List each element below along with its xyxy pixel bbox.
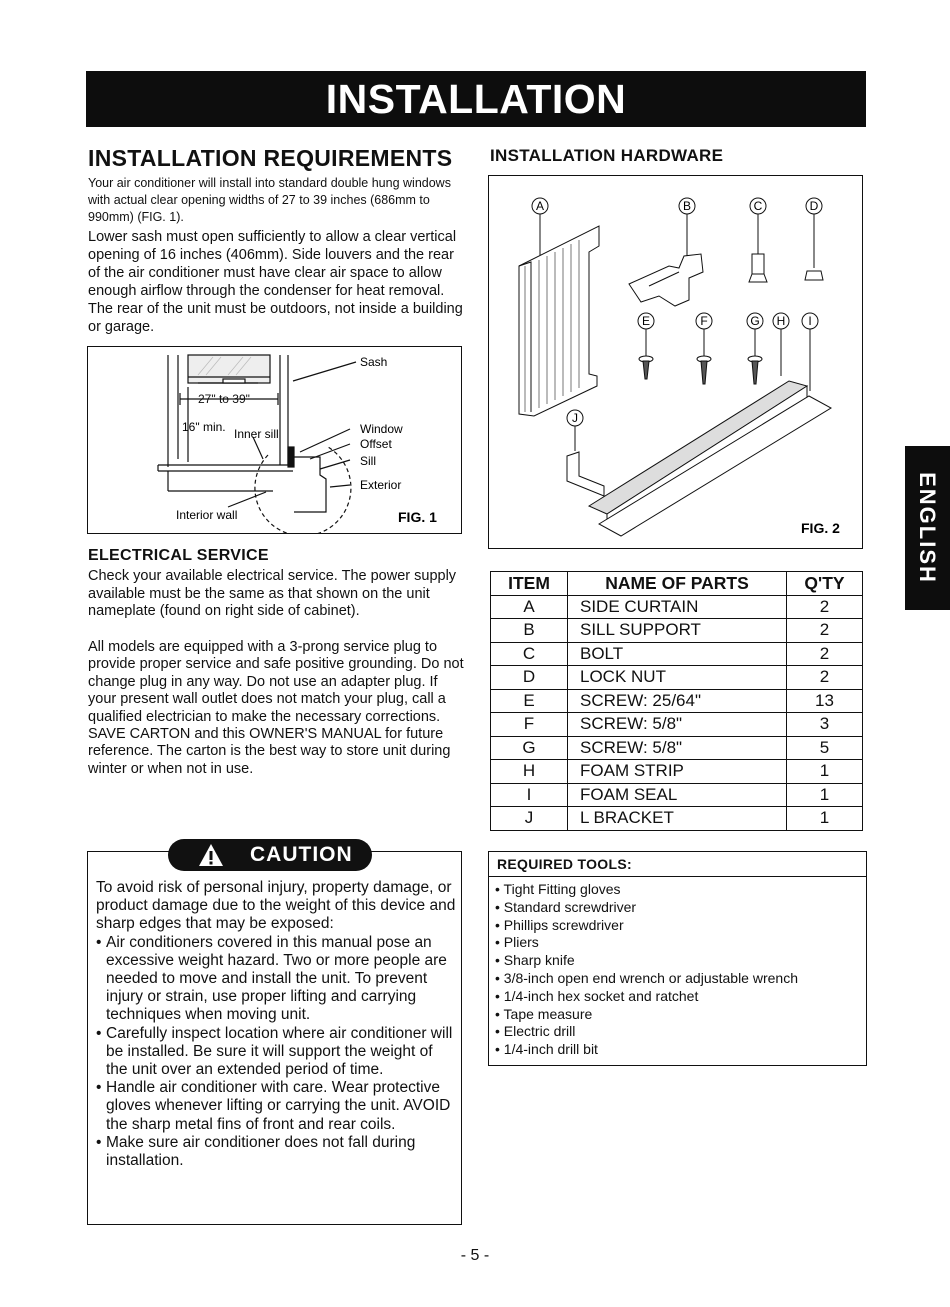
cell-qty: 13 [787,689,863,713]
tool-item: • Tight Fitting gloves [495,881,866,899]
caution-bullet: • Air conditioners covered in this manual pose an excessive weight hazard. Two or more people are needed to move and install the unit. To prevent injury or strain, use proper lifting and carrying techniques when moving unit. [96,934,456,1025]
caution-content [96,879,456,1170]
figure-1-window-diagram [87,346,462,534]
language-tab [905,446,950,610]
header-name: NAME OF PARTS [568,572,787,596]
cell-qty: 5 [787,736,863,760]
caution-bullets [96,934,456,1171]
label-inner-sill: Inner sill [234,427,279,441]
letter-b: B [682,199,692,213]
table-row [491,783,863,807]
parts-table-header [491,572,863,596]
warning-triangle-icon [198,843,224,867]
cell-qty: 3 [787,713,863,737]
letter-d: D [809,199,819,213]
required-tools-list [489,881,866,1059]
cell-item: H [491,760,568,784]
cell-name: FOAM STRIP [568,760,787,784]
cell-item: J [491,807,568,831]
caution-label: CAUTION [250,843,353,866]
table-row [491,595,863,619]
cell-item: C [491,642,568,666]
header-qty: Q'TY [787,572,863,596]
letter-i: I [808,314,812,328]
label-width: 27" to 39" [198,392,250,406]
caution-bullet: • Handle air conditioner with care. Wear protective gloves whenever lifting or carrying the unit. AVOID the sharp metal fins of front and rear coils. [96,1079,456,1134]
caution-intro: To avoid risk of personal injury, property damage, or product damage due to the weight of this device and sharp edges that may be exposed: [96,879,456,933]
table-row [491,736,863,760]
electrical-paragraph-1: Check your available electrical service. The power supply available must be the same as that shown on the unit nameplate (found on right side of cabinet). [88,568,457,619]
tool-item: • Tape measure [495,1006,866,1024]
table-row [491,760,863,784]
cell-name: SCREW: 5/8" [568,713,787,737]
cell-name: SILL SUPPORT [568,619,787,643]
cell-name: SCREW: 5/8" [568,736,787,760]
label-sill: Sill [360,454,377,468]
caution-badge [168,839,372,871]
caution-bullet: • Make sure air conditioner does not fall during installation. [96,1134,456,1170]
letter-e: E [641,314,651,328]
requirements-intro-main: Lower sash must open sufficiently to allow a clear vertical opening of 16 inches (406mm). Side louvers and the rear of the air conditioner must have clear air space to allow enough airflow through the condenser for heat removal. The rear of the unit must be outdoors, not inside a building or garage. [88,229,463,335]
requirements-heading: INSTALLATION REQUIREMENTS [88,145,453,171]
window-diagram-illustration [88,347,461,533]
table-row [491,619,863,643]
cell-item: A [491,595,568,619]
required-tools-box [488,851,867,1066]
cell-name: LOCK NUT [568,666,787,690]
cell-qty: 2 [787,595,863,619]
cell-item: G [491,736,568,760]
cell-item: D [491,666,568,690]
electrical-paragraph-3: SAVE CARTON and this OWNER'S MANUAL for future reference. The carton is the best way to store unit during winter or when not in use. [88,726,451,777]
hardware-illustration [489,176,862,548]
letter-a: A [535,199,545,213]
cell-qty: 1 [787,783,863,807]
electrical-paragraphs [88,639,468,778]
tool-item: • Standard screwdriver [495,899,866,917]
fig2-caption: FIG. 2 [801,520,840,536]
tool-item: • Phillips screwdriver [495,917,866,935]
cell-qty: 1 [787,807,863,831]
label-interior-wall: Interior wall [176,508,238,522]
letter-j: J [572,411,578,425]
tool-item: • Pliers [495,934,866,952]
cell-item: I [491,783,568,807]
table-row [491,642,863,666]
parts-table [490,571,863,831]
header-item: ITEM [491,572,568,596]
cell-name: BOLT [568,642,787,666]
cell-item: B [491,619,568,643]
cell-item: E [491,689,568,713]
page-banner: INSTALLATION [86,71,866,127]
cell-name: L BRACKET [568,807,787,831]
page-number: - 5 - [460,1247,490,1264]
language-tab-label: ENGLISH [915,472,940,584]
label-offset: Offset [360,437,392,451]
label-exterior: Exterior [360,478,402,492]
tool-item: • 3/8-inch open end wrench or adjustable wrench [495,970,866,988]
tool-item: • 1/4-inch drill bit [495,1041,866,1059]
tool-item: • Electric drill [495,1023,866,1041]
letter-h: H [776,314,786,328]
requirements-intro-small: Your air conditioner will install into standard double hung windows with actual clear opening widths of 27 to 39 inches (686mm to 990mm) (FIG. 1). [88,176,451,224]
required-tools-heading: REQUIRED TOOLS: [489,852,866,877]
cell-qty: 2 [787,619,863,643]
cell-name: FOAM SEAL [568,783,787,807]
cell-qty: 2 [787,642,863,666]
letter-g: G [750,314,760,328]
fig1-caption: FIG. 1 [398,509,437,525]
label-min-height: 16" min. [182,420,226,434]
hardware-heading: INSTALLATION HARDWARE [490,146,724,165]
table-row [491,689,863,713]
letter-f: F [700,314,708,328]
table-row [491,807,863,831]
tool-item: • Sharp knife [495,952,866,970]
caution-bullet: • Carefully inspect location where air conditioner will be installed. Be sure it will support the weight of the unit over an extended period of time. [96,1025,456,1080]
tool-item: • 1/4-inch hex socket and ratchet [495,988,866,1006]
cell-item: F [491,713,568,737]
cell-qty: 1 [787,760,863,784]
cell-qty: 2 [787,666,863,690]
electrical-heading: ELECTRICAL SERVICE [88,547,269,564]
label-window: Window [360,422,403,436]
cell-name: SIDE CURTAIN [568,595,787,619]
figure-2-hardware-diagram [488,175,863,549]
table-row [491,713,863,737]
label-sash: Sash [360,355,388,369]
cell-name: SCREW: 25/64" [568,689,787,713]
table-row [491,666,863,690]
letter-c: C [753,199,763,213]
electrical-paragraph-2: All models are equipped with a 3-prong service plug to provide proper service and safe positive grounding. Do not change plug in any way. Do not use an adapter plug. If your present wall outlet does not match your plug, call a qualified electrician to make the necessary corrections. [88,639,464,725]
